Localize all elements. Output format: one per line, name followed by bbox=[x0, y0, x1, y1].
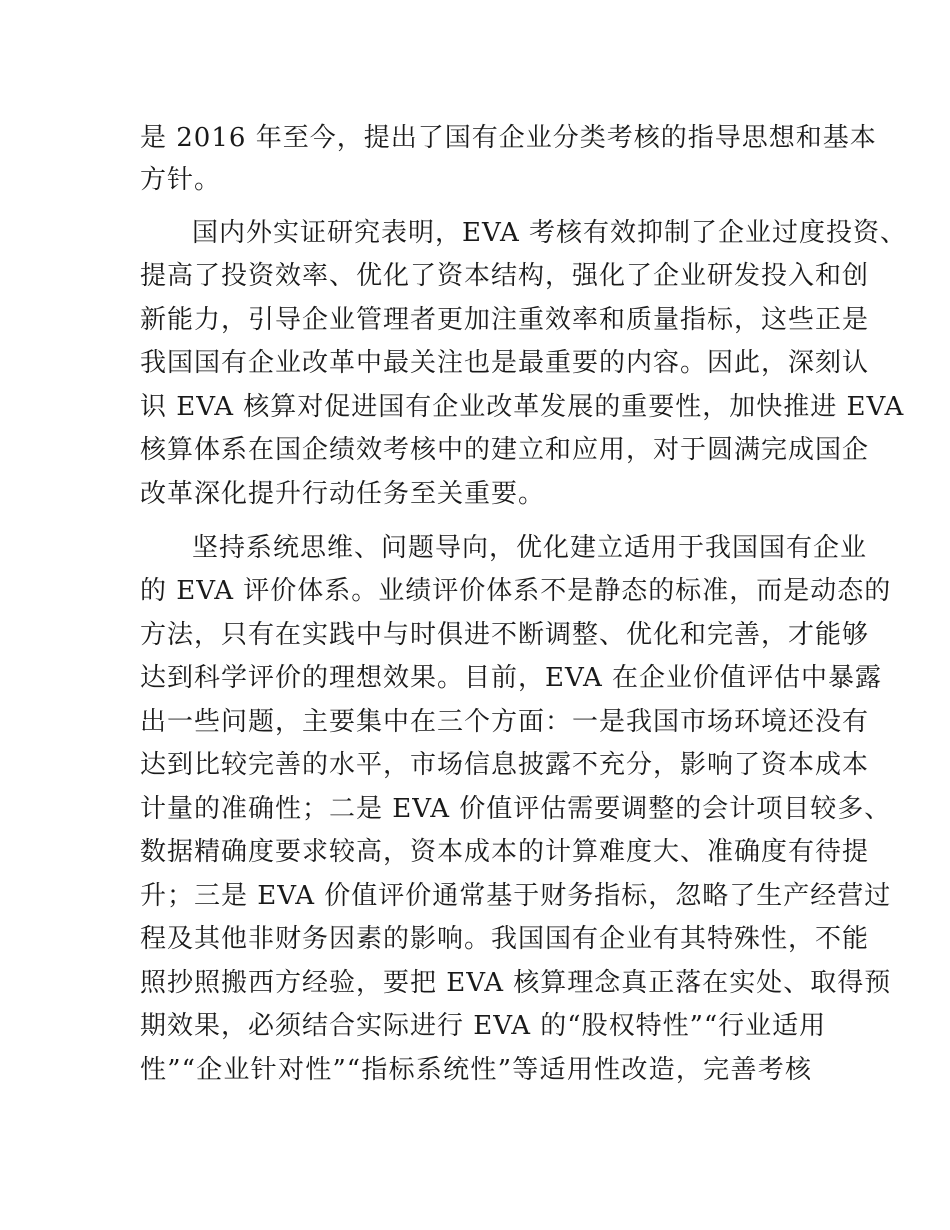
text-line: 期效果，必须结合实际进行 EVA 的“股权特性”“行业适用 bbox=[140, 1011, 827, 1041]
text-line: 方法，只有在实践中与时俱进不断调整、优化和完善，才能够 bbox=[140, 620, 870, 650]
text-line: 程及其他非财务因素的影响。我国国有企业有其特殊性，不能 bbox=[140, 924, 870, 954]
text-line: 国内外实证研究表明，EVA 考核有效抑制了企业过度投资、 bbox=[192, 218, 908, 248]
text-line: 核算体系在国企绩效考核中的建立和应用，对于圆满完成国企 bbox=[140, 435, 870, 465]
text-line: 达到比较完善的水平，市场信息披露不充分，影响了资本成本 bbox=[140, 750, 870, 780]
text-line: 识 EVA 核算对促进国有企业改革发展的重要性，加快推进 EVA bbox=[140, 392, 905, 422]
text-line: 性”“企业针对性”“指标系统性”等适用性改造，完善考核 bbox=[140, 1055, 812, 1085]
text-line: 达到科学评价的理想效果。目前，EVA 在企业价值评估中暴露 bbox=[140, 663, 883, 693]
text-line: 数据精确度要求较高，资本成本的计算难度大、准确度有待提 bbox=[140, 837, 870, 867]
text-line: 坚持系统思维、问题导向，优化建立适用于我国国有企业 bbox=[192, 533, 868, 563]
text-line: 的 EVA 评价体系。业绩评价体系不是静态的标准，而是动态的 bbox=[140, 576, 892, 606]
text-line: 升；三是 EVA 价值评价通常基于财务指标，忽略了生产经营过 bbox=[140, 881, 892, 911]
text-line: 出一些问题，主要集中在三个方面：一是我国市场环境还没有 bbox=[140, 707, 870, 737]
text-line: 方针。 bbox=[140, 165, 222, 195]
text-line: 新能力，引导企业管理者更加注重效率和质量指标，这些正是 bbox=[140, 305, 870, 335]
text-line: 改革深化提升行动任务至关重要。 bbox=[140, 479, 546, 509]
text-line: 是 2016 年至今，提出了国有企业分类考核的指导思想和基本 bbox=[140, 123, 877, 153]
text-line: 计量的准确性；二是 EVA 价值评估需要调整的会计项目较多、 bbox=[140, 794, 892, 824]
text-line: 照抄照搬西方经验，要把 EVA 核算理念真正落在实处、取得预 bbox=[140, 968, 892, 998]
text-line: 提高了投资效率、优化了资本结构，强化了企业研发投入和创 bbox=[140, 261, 870, 291]
text-line: 我国国有企业改革中最关注也是最重要的内容。因此，深刻认 bbox=[140, 348, 870, 378]
